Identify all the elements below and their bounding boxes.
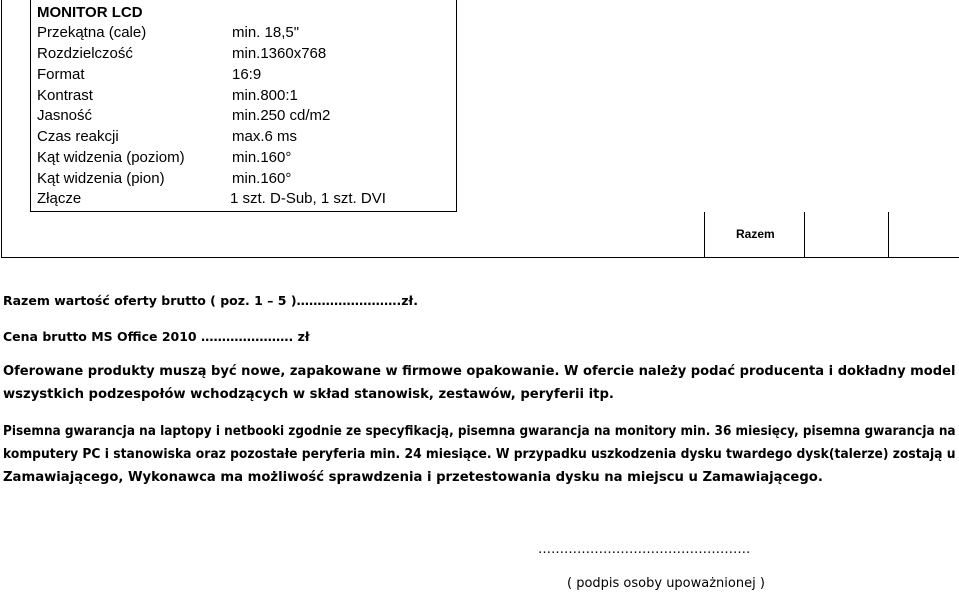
note-p2-line3: Zamawiającego, Wykonawca ma możliwość sprawdzenia i przetestowania dysku na miejscu u Zamawiającego.	[3, 470, 823, 485]
spec-value: 1 szt. D-Sub, 1 szt. DVI	[230, 190, 386, 207]
spec-label: Kontrast	[37, 87, 93, 104]
total-offer-line: Razem wartość oferty brutto ( poz. 1 – 5 )…………………….zł.	[3, 293, 418, 308]
signature-dots: ………………………………………….	[538, 542, 751, 557]
spec-label: Rozdzielczość	[37, 45, 133, 62]
spec-value: min.1360x768	[232, 45, 327, 62]
spec-label: Jasność	[37, 107, 93, 124]
spec-value: min.250 cd/m2	[232, 107, 331, 124]
spec-value: min.800:1	[232, 87, 298, 104]
spec-value: max.6 ms	[232, 128, 298, 145]
spec-value: min.160°	[232, 149, 292, 166]
signature-caption: ( podpis osoby upoważnionej )	[567, 576, 765, 591]
spec-label: Przekątna (cale)	[37, 24, 147, 41]
spec-value: min.160°	[232, 170, 292, 187]
spec-label: Czas reakcji	[37, 128, 119, 145]
monitor-title: MONITOR LCD	[37, 4, 143, 21]
spec-value: 16:9	[232, 66, 262, 83]
spec-value: min. 18,5"	[232, 24, 300, 41]
spec-label: Format	[37, 66, 85, 83]
note-p1-line1: Oferowane produkty muszą być nowe, zapakowane w firmowe opakowanie. W ofercie należy podać producenta i dokładny model	[3, 364, 956, 379]
razem-label: Razem	[736, 227, 775, 241]
note-p2-line1: Pisemna gwarancja na laptopy i netbooki zgodnie ze specyfikacją, pisemna gwarancja na monitory min. 36 miesięcy, pisemna gwarancja na	[3, 424, 956, 439]
office-price-line: Cena brutto MS Office 2010 …………………. zł	[3, 329, 310, 344]
spec-label: Złącze	[37, 190, 82, 207]
spec-label: Kąt widzenia (poziom)	[37, 149, 185, 166]
spec-label: Kąt widzenia (pion)	[37, 170, 165, 187]
note-p2-line2: komputery PC i stanowiska oraz pozostałe peryferia min. 24 miesiące. W przypadku uszkodzenia dysku twardego dysk(talerze) zostają u	[3, 447, 956, 462]
note-p1-line2: wszystkich podzespołów wchodzących w skład stanowisk, zestawów, peryferii itp.	[3, 387, 614, 402]
